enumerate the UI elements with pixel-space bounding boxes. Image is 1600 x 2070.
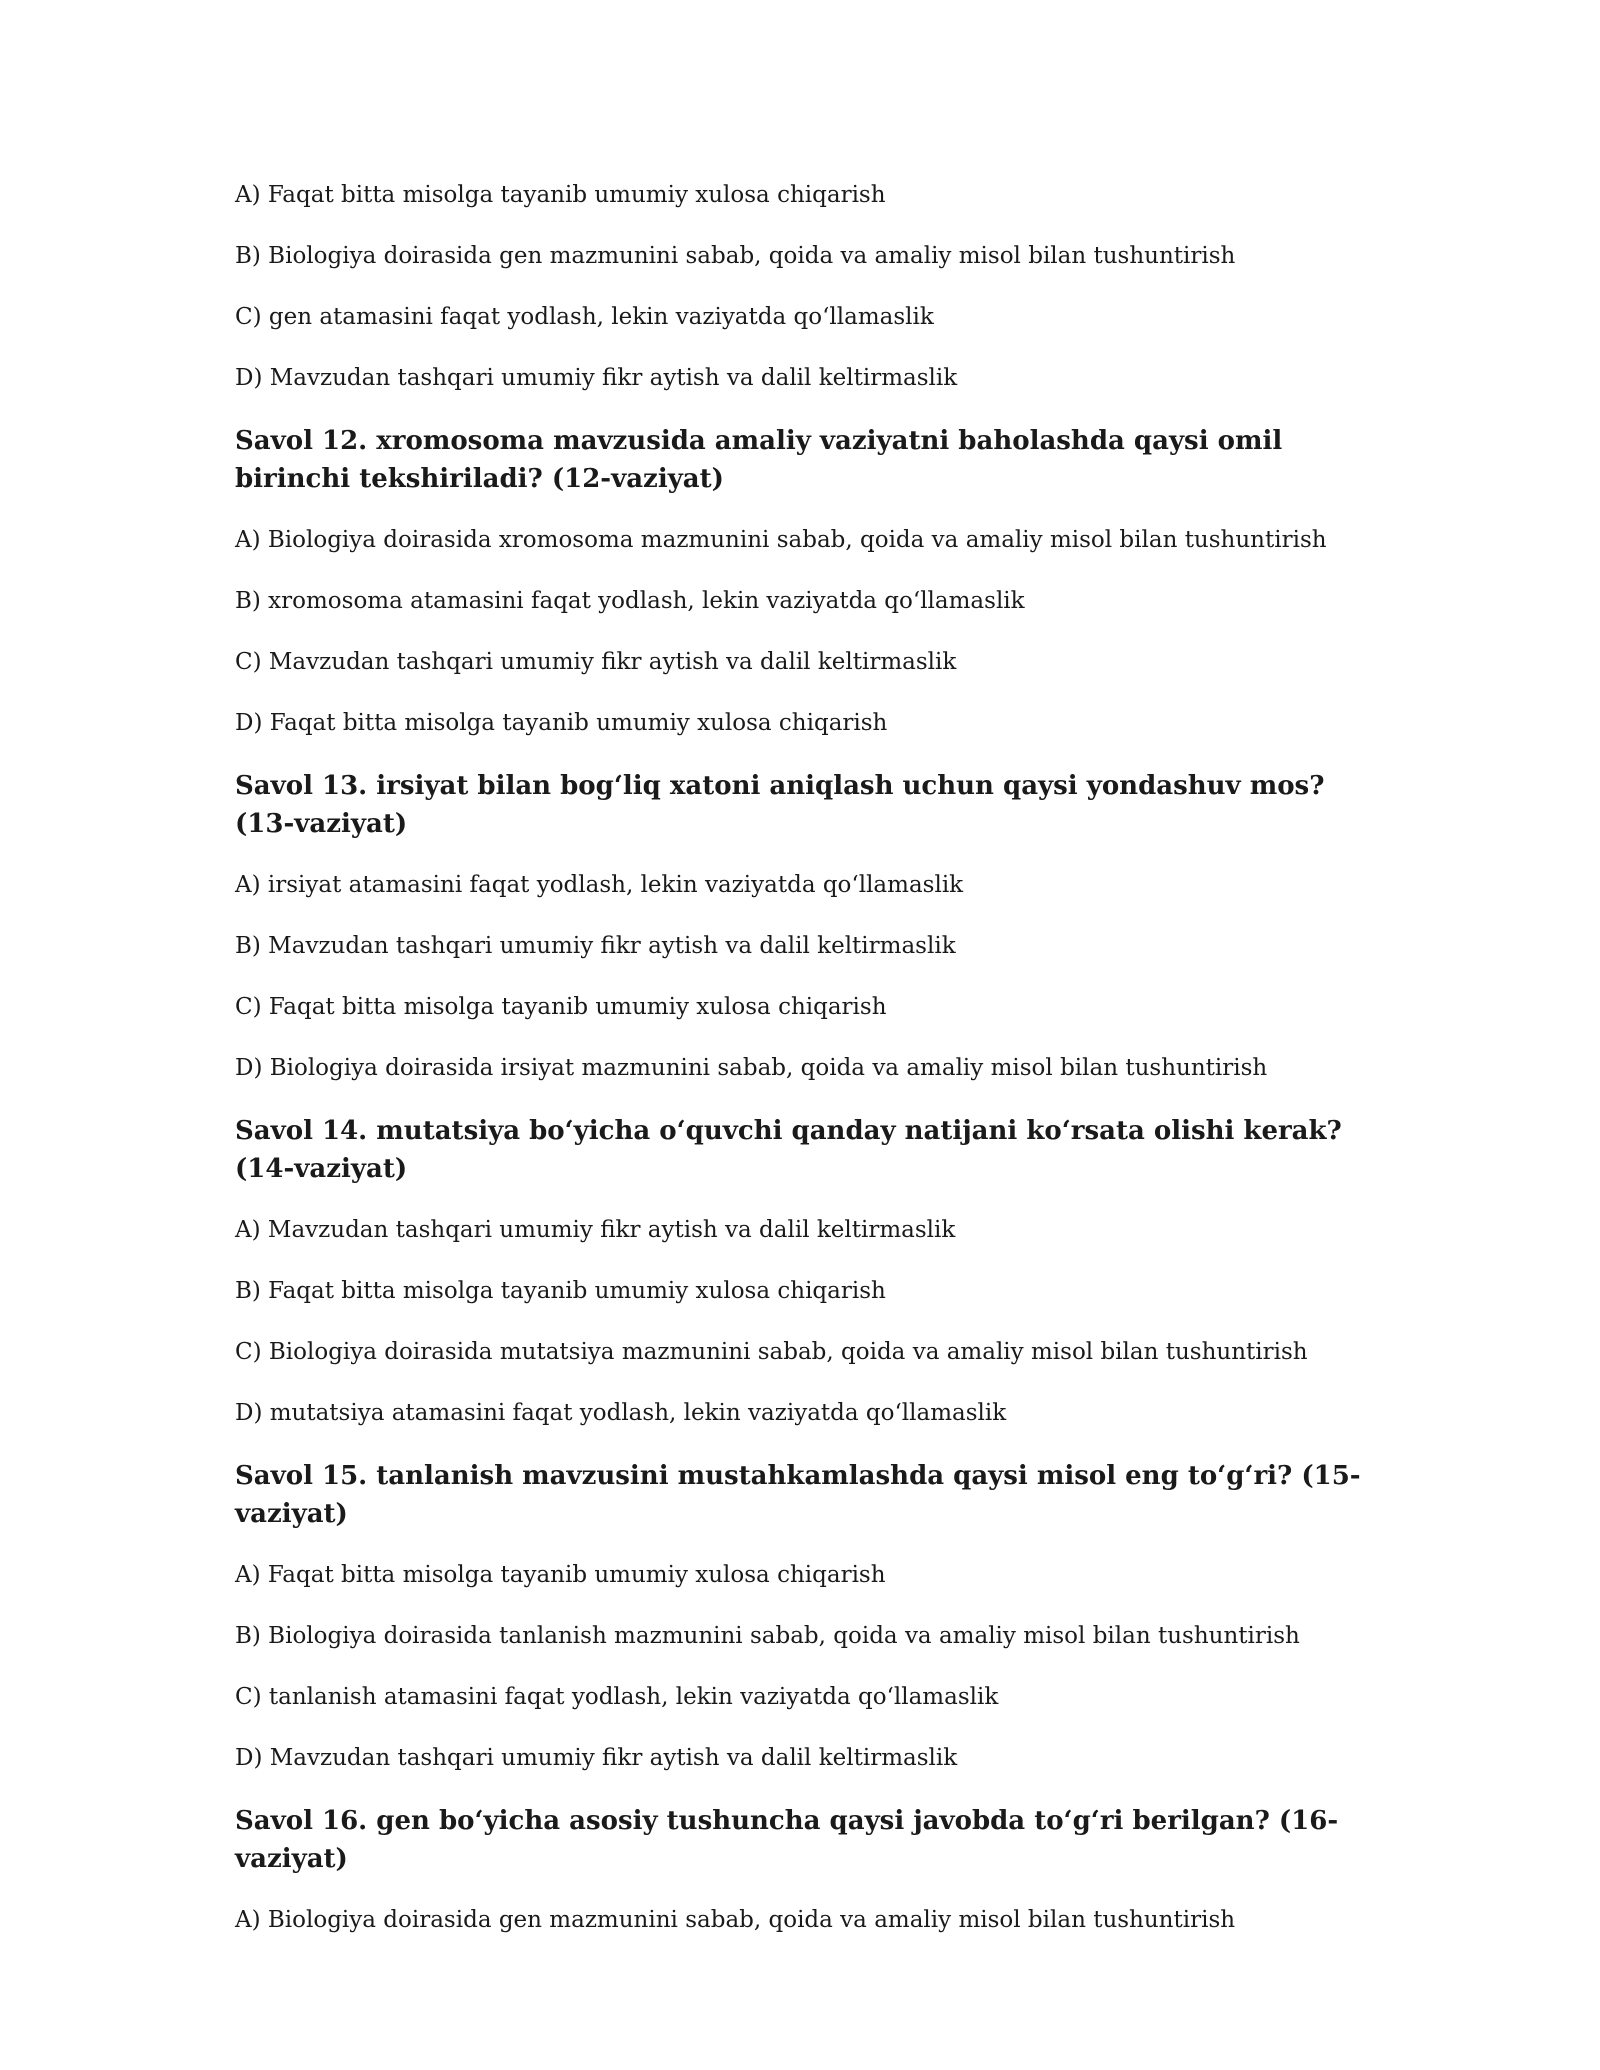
option-c: C) Biologiya doirasida mutatsiya mazmunini sabab, qoida va amaliy misol bilan tushuntirish <box>235 1339 1308 1365</box>
option-d: D) mutatsiya atamasini faqat yodlash, lekin vaziyatda qo‘llamaslik <box>235 1400 1007 1426</box>
option-c: C) Faqat bitta misolga tayanib umumiy xulosa chiqarish <box>235 994 887 1020</box>
option-b: B) Mavzudan tashqari umumiy fikr aytish va dalil keltirmaslik <box>235 933 956 959</box>
option-c: C) gen atamasini faqat yodlash, lekin vaziyatda qo‘llamaslik <box>235 304 934 330</box>
option-b: B) Faqat bitta misolga tayanib umumiy xulosa chiqarish <box>235 1278 886 1304</box>
option-a: A) Faqat bitta misolga tayanib umumiy xulosa chiqarish <box>235 1562 886 1588</box>
option-a: A) Mavzudan tashqari umumiy fikr aytish va dalil keltirmaslik <box>235 1217 956 1243</box>
question-12 <box>235 422 1365 738</box>
option-a: A) Biologiya doirasida xromosoma mazmunini sabab, qoida va amaliy misol bilan tushuntirish <box>235 527 1327 553</box>
question-title: Savol 14. mutatsiya bo‘yicha o‘quvchi qanday natijani ko‘rsata olishi kerak? (14-vaziyat) <box>235 1116 1342 1184</box>
option-b: B) Biologiya doirasida gen mazmunini sabab, qoida va amaliy misol bilan tushuntirish <box>235 243 1236 269</box>
option-d: D) Faqat bitta misolga tayanib umumiy xulosa chiqarish <box>235 710 888 736</box>
option-a: A) irsiyat atamasini faqat yodlash, lekin vaziyatda qo‘llamaslik <box>235 872 964 898</box>
question-16 <box>235 1802 1365 1935</box>
intro-options <box>235 180 1365 393</box>
question-title: Savol 12. xromosoma mavzusida amaliy vaziyatni baholashda qaysi omil birinchi tekshiriladi? (12-vaziyat) <box>235 426 1283 494</box>
option-d: D) Mavzudan tashqari umumiy fikr aytish va dalil keltirmaslik <box>235 1745 958 1771</box>
document-page <box>235 180 1365 1966</box>
option-a: A) Faqat bitta misolga tayanib umumiy xulosa chiqarish <box>235 182 886 208</box>
question-14 <box>235 1112 1365 1428</box>
option-b: B) xromosoma atamasini faqat yodlash, lekin vaziyatda qo‘llamaslik <box>235 588 1025 614</box>
question-title: Savol 15. tanlanish mavzusini mustahkamlashda qaysi misol eng to‘g‘ri? (15-vaziyat) <box>235 1461 1361 1529</box>
question-title: Savol 16. gen bo‘yicha asosiy tushuncha qaysi javobda to‘g‘ri berilgan? (16-vaziyat) <box>235 1806 1339 1874</box>
option-d: D) Biologiya doirasida irsiyat mazmunini sabab, qoida va amaliy misol bilan tushuntirish <box>235 1055 1268 1081</box>
option-d: D) Mavzudan tashqari umumiy fikr aytish va dalil keltirmaslik <box>235 365 958 391</box>
option-a: A) Biologiya doirasida gen mazmunini sabab, qoida va amaliy misol bilan tushuntirish <box>235 1907 1236 1933</box>
option-c: C) Mavzudan tashqari umumiy fikr aytish va dalil keltirmaslik <box>235 649 957 675</box>
question-title: Savol 13. irsiyat bilan bog‘liq xatoni aniqlash uchun qaysi yondashuv mos? (13-vaziyat) <box>235 771 1325 839</box>
question-15 <box>235 1457 1365 1773</box>
option-c: C) tanlanish atamasini faqat yodlash, lekin vaziyatda qo‘llamaslik <box>235 1684 999 1710</box>
question-13 <box>235 767 1365 1083</box>
option-b: B) Biologiya doirasida tanlanish mazmunini sabab, qoida va amaliy misol bilan tushuntirish <box>235 1623 1300 1649</box>
